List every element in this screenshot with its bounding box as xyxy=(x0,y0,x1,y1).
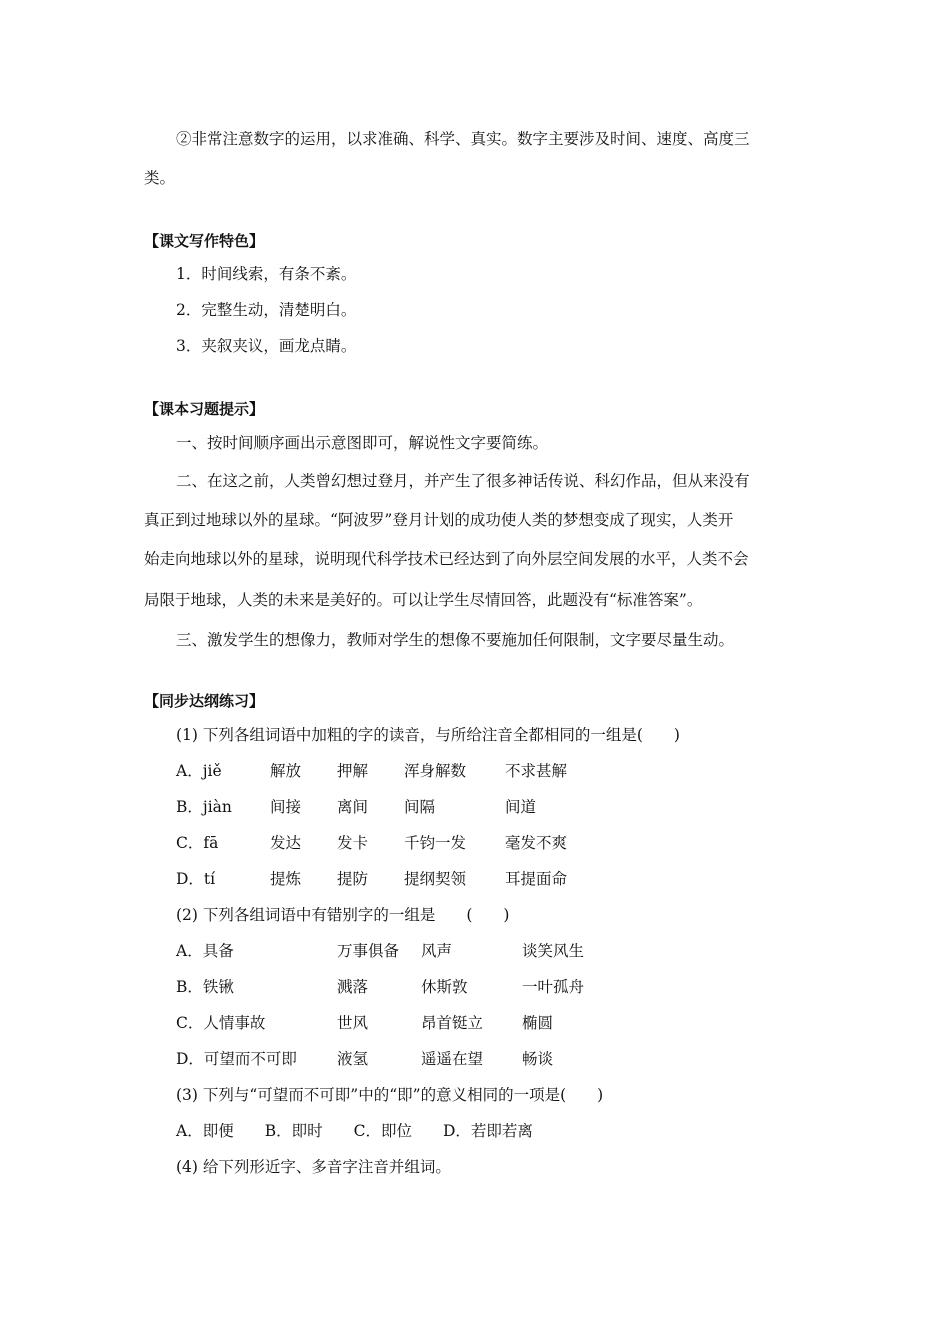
features-item: 1．时间线索，有条不紊。 xyxy=(176,265,357,283)
hints-line: 局限于地球，人类的未来是美好的。可以让学生尽情回答，此题没有“标准答案”。 xyxy=(144,591,703,609)
hints-line: 三、激发学生的想像力，教师对学生的想像不要施加任何限制，文字要尽量生动。 xyxy=(176,631,735,649)
features-item: 2．完整生动，清楚明白。 xyxy=(176,301,357,319)
hints-line: 一、按时间顺序画出示意图即可，解说性文字要简练。 xyxy=(176,434,549,452)
hints-heading: 【课本习题提示】 xyxy=(144,400,265,418)
features-heading: 【课文写作特色】 xyxy=(144,232,265,250)
question-3-options: A．即便 B．即时 C．即位 D．若即若离 xyxy=(176,1122,533,1140)
hints-line: 二、在这之前，人类曾幻想过登月，并产生了很多神话传说、科幻作品，但从来没有 xyxy=(176,472,750,490)
intro-line-2: 类。 xyxy=(144,169,176,187)
question-4-stem: (4) 给下列形近字、多音字注音并组词。 xyxy=(176,1158,451,1176)
question-3-stem: (3) 下列与“可望而不可即”中的“即”的意义相同的一项是( ) xyxy=(176,1086,604,1104)
practice-heading: 【同步达纲练习】 xyxy=(144,692,265,710)
hints-line: 真正到过地球以外的星球。“阿波罗”登月计划的成功使人类的梦想变成了现实，人类开 xyxy=(144,511,734,529)
question-2-stem: (2) 下列各组词语中有错别字的一组是 ( ) xyxy=(176,906,510,924)
question-1-stem: (1) 下列各组词语中加粗的字的读音，与所给注音全都相同的一组是( ) xyxy=(176,726,680,744)
hints-line: 始走向地球以外的星球，说明现代科学技术已经达到了向外层空间发展的水平，人类不会 xyxy=(144,550,749,568)
features-item: 3．夹叙夹议，画龙点睛。 xyxy=(176,337,357,355)
intro-line-1: ②非常注意数字的运用，以求准确、科学、真实。数字主要涉及时间、速度、高度三 xyxy=(176,130,750,148)
